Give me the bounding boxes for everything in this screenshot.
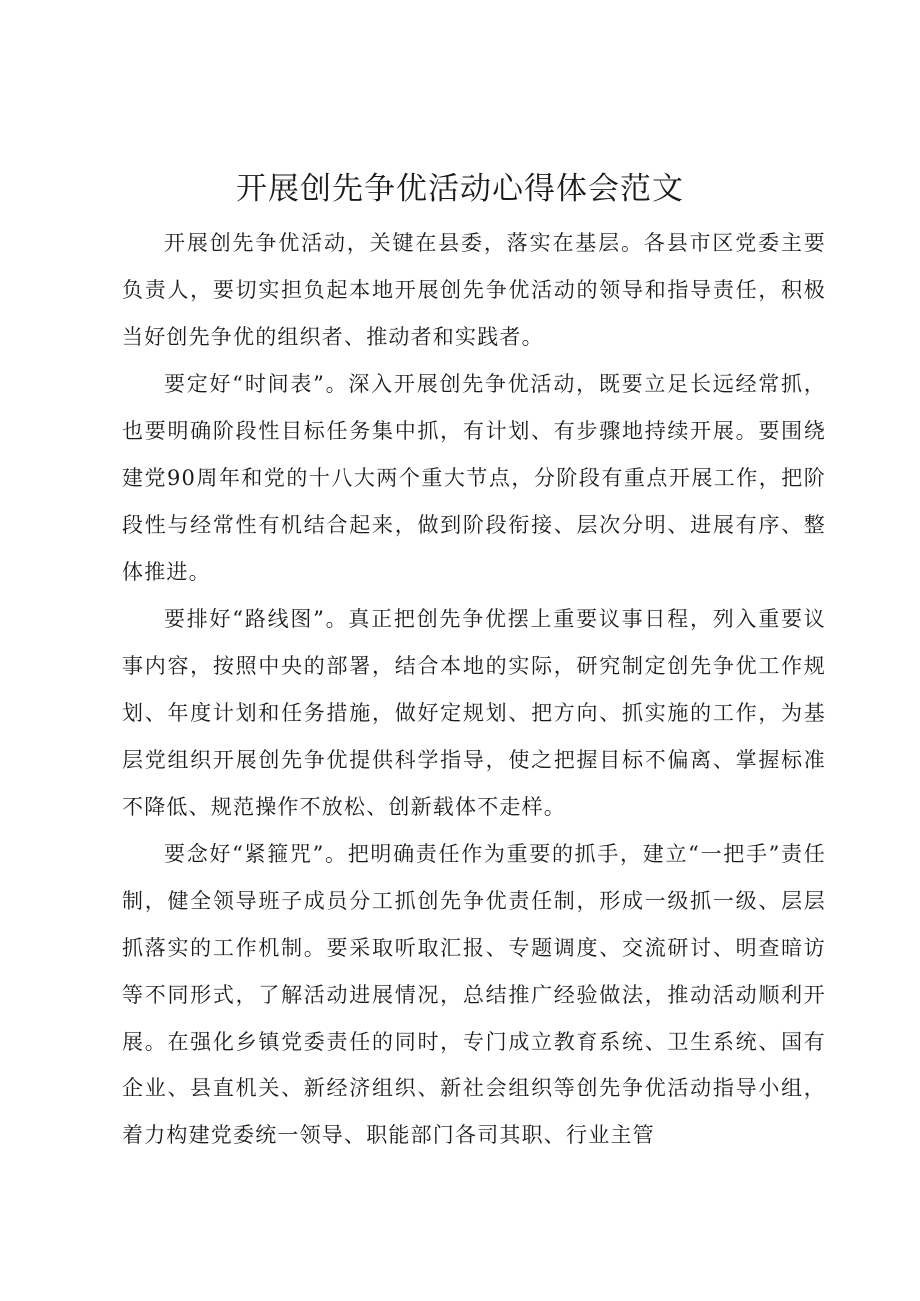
paragraph-responsibility: 要念好“紧箍咒”。把明确责任作为重要的抓手，建立“一把手”责任制，健全领导班子成员分工抓创先争优责任制，形成一级抓一级、层层抓落实的工作机制。要采取听取汇报、专题调度、交流研讨、明查暗访等不同形式，了解活动进展情况，总结推广经验做法，推动活动顺利开展。在强化乡镇党委责任的同时，专门成立教育系统、卫生系统、国有企业、县直机关、新经济组织、新社会组织等创先争优活动指导小组，着力构建党委统一领导、职能部门各司其职、行业主管 [122,842,826,1148]
paragraph-roadmap: 要排好“路线图”。真正把创先争优摆上重要议事日程，列入重要议事内容，按照中央的部署，结合本地的实际，研究制定创先争优工作规划、年度计划和任务措施，做好定规划、把方向、抓实施的工作，为基层党组织开展创先争优提供科学指导，使之把握目标不偏离、掌握标准不降低、规范操作不放松、创新载体不走样。 [122,607,826,819]
paragraph-intro: 开展创先争优活动，关键在县委，落实在基层。各县市区党委主要负责人，要切实担负起本地开展创先争优活动的领导和指导责任，积极当好创先争优的组织者、推动者和实践者。 [122,231,826,349]
paragraph-timetable: 要定好“时间表”。深入开展创先争优活动，既要立足长远经常抓，也要明确阶段性目标任务集中抓，有计划、有步骤地持续开展。要围绕建党90周年和党的十八大两个重大节点，分阶段有重点开展工作，把阶段性与经常性有机结合起来，做到阶段衔接、层次分明、进展有序、整体推进。 [122,372,826,584]
document-body [122,220,826,1160]
document-title: 开展创先争优活动心得体会范文 [236,171,684,207]
